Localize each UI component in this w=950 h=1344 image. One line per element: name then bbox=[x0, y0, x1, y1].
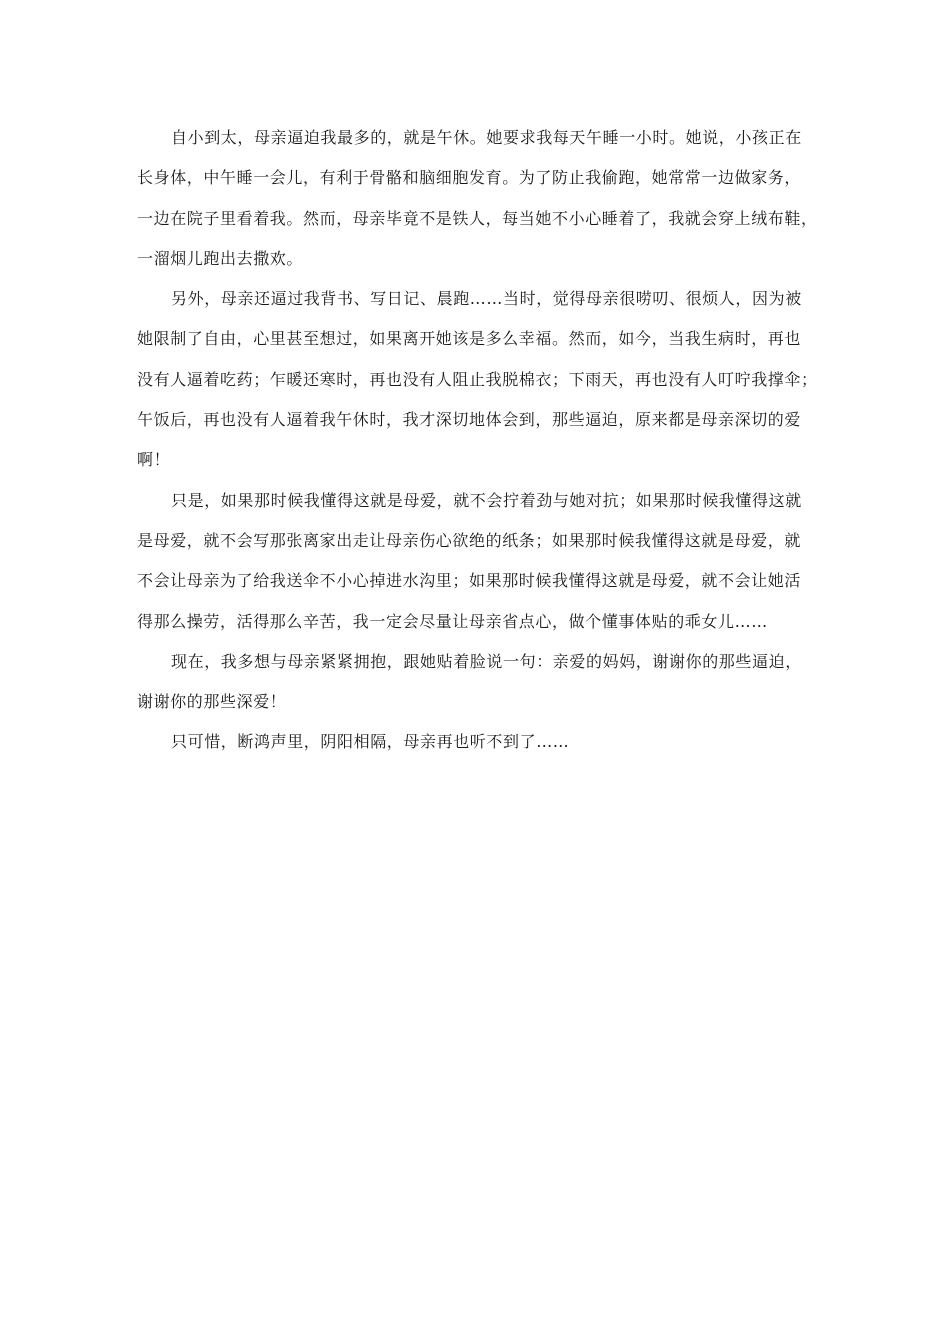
paragraph-4 bbox=[137, 642, 819, 723]
essay-body bbox=[137, 118, 819, 763]
text-line: 只可惜，断鸿声里，阴阳相隔，母亲再也听不到了…… bbox=[171, 732, 570, 752]
text-line: 得那么操劳，活得那么辛苦，我一定会尽量让母亲省点心，做个懂事体贴的乖女儿…… bbox=[137, 611, 768, 631]
paragraph-5 bbox=[137, 722, 819, 762]
text-line: 长身体，中午睡一会儿，有利于骨骼和脑细胞发育。为了防止我偷跑，她常常一边做家务， bbox=[137, 168, 802, 188]
text-line: 谢谢你的那些深爱！ bbox=[137, 692, 287, 712]
text-line: 一边在院子里看着我。然而，母亲毕竟不是铁人，每当她不小心睡着了，我就会穿上绒布鞋， bbox=[137, 208, 818, 228]
text-line: 午饭后，再也没有人逼着我午休时，我才深切地体会到，那些逼迫，原来都是母亲深切的爱 bbox=[137, 410, 802, 430]
text-line: 一溜烟儿跑出去撒欢。 bbox=[137, 248, 304, 268]
text-line: 啊！ bbox=[137, 450, 171, 470]
text-line: 是母爱，就不会写那张离家出走让母亲伤心欲绝的纸条；如果那时候我懂得这就是母爱，就 bbox=[137, 530, 802, 550]
paragraph-2 bbox=[137, 279, 819, 480]
text-line: 另外，母亲还逼过我背书、写日记、晨跑……当时，觉得母亲很唠叨、很烦人，因为被 bbox=[171, 289, 802, 309]
text-line: 不会让母亲为了给我送伞不小心掉进水沟里；如果那时候我懂得这就是母爱，就不会让她活 bbox=[137, 571, 802, 591]
paragraph-1 bbox=[137, 118, 819, 279]
paragraph-3 bbox=[137, 481, 819, 642]
text-line: 现在，我多想与母亲紧紧拥抱，跟她贴着脸说一句：亲爱的妈妈，谢谢你的那些逼迫， bbox=[171, 651, 802, 671]
text-line: 自小到太，母亲逼迫我最多的，就是午休。她要求我每天午睡一小时。她说，小孩正在 bbox=[171, 128, 802, 147]
text-line: 没有人逼着吃药；乍暖还寒时，再也没有人阻止我脱棉衣；下雨天，再也没有人叮咛我撑伞； bbox=[137, 369, 818, 389]
text-line: 只是，如果那时候我懂得这就是母爱，就不会拧着劲与她对抗；如果那时候我懂得这就 bbox=[171, 490, 802, 510]
text-line: 她限制了自由，心里甚至想过，如果离开她该是多么幸福。然而，如今，当我生病时，再也 bbox=[137, 329, 802, 349]
